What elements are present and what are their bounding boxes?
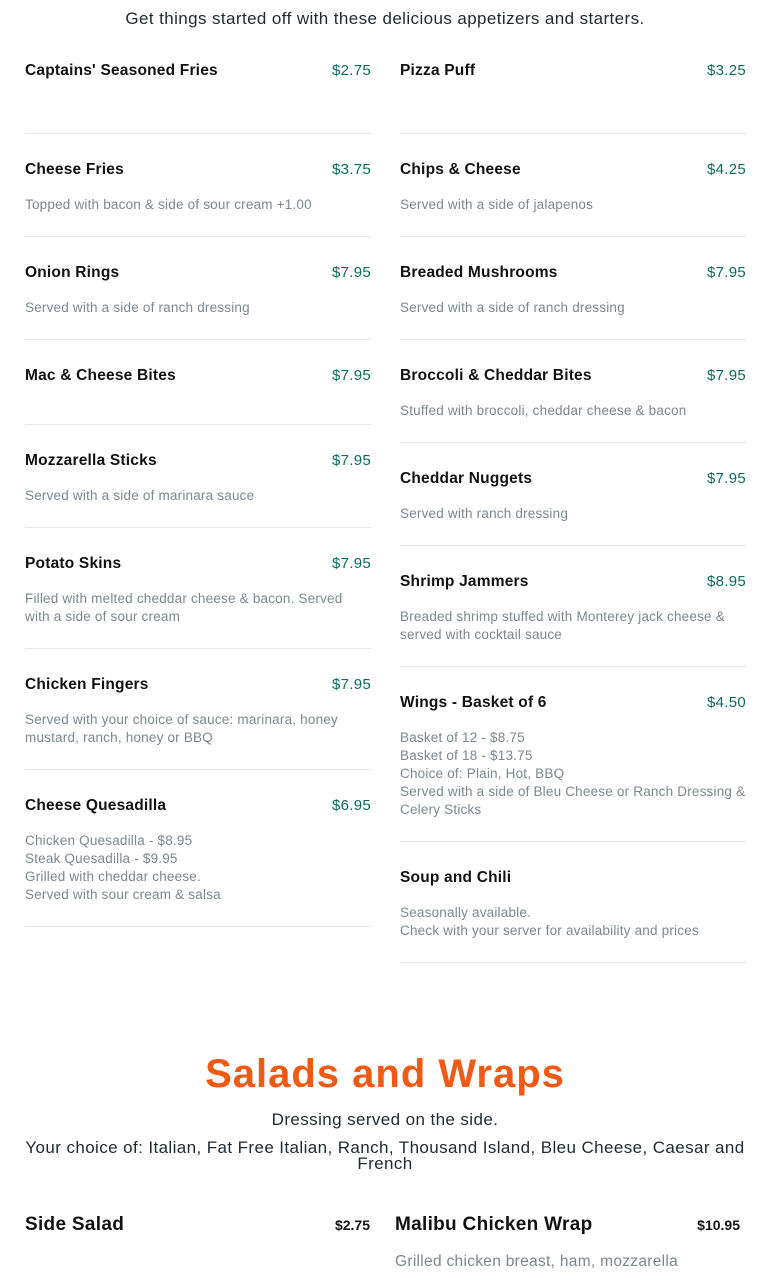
item-price: $8.95 (706, 573, 746, 590)
item-name: Breaded Mushrooms (400, 264, 558, 281)
item-description: Served with ranch dressing (400, 506, 569, 521)
item-price: $7.95 (706, 367, 746, 384)
menu-item (25, 62, 371, 134)
item-name: Side Salad (25, 1214, 125, 1235)
item-description: Served with your choice of sauce: marinara, honey mustard, ranch, honey or BBQ (25, 712, 338, 745)
menu-item (25, 425, 371, 528)
item-description: Topped with bacon & side of sour cream +1.00 (25, 197, 312, 212)
item-name: Soup and Chili (400, 869, 512, 886)
item-price: $7.95 (331, 367, 371, 384)
appetizers-left-column (25, 62, 371, 927)
item-description: Served with a side of ranch dressing (25, 300, 250, 315)
item-name: Cheese Fries (25, 161, 124, 178)
item-name: Cheese Quesadilla (25, 797, 167, 814)
item-name: Mac & Cheese Bites (25, 367, 176, 384)
item-description: Chicken Quesadilla - $8.95 Steak Quesadilla - $9.95 Grilled with cheddar cheese. Served with sour cream & salsa (25, 833, 221, 902)
item-name: Chicken Fingers (25, 676, 149, 693)
item-description: Basket of 12 - $8.75 Basket of 18 - $13.75 Choice of: Plain, Hot, BBQ Served with a side of Bleu Cheese or Ranch Dressing & Celery Sticks (400, 730, 746, 817)
item-description: Stuffed with broccoli, cheddar cheese & bacon (400, 403, 687, 418)
item-description: Breaded shrimp stuffed with Monterey jack cheese & served with cocktail sauce (400, 609, 725, 642)
item-price: $10.95 (697, 1217, 740, 1233)
item-price: $7.95 (331, 555, 371, 572)
menu-item (25, 134, 371, 237)
item-name: Malibu Chicken Wrap (395, 1214, 593, 1235)
item-price: $3.75 (331, 161, 371, 178)
dressing-choices: Your choice of: Italian, Fat Free Italian, Ranch, Thousand Island, Bleu Cheese, Caesar and French (25, 1138, 745, 1173)
item-price: $6.95 (331, 797, 371, 814)
menu-item (400, 340, 746, 443)
item-name: Chips & Cheese (400, 161, 521, 178)
item-name: Broccoli & Cheddar Bites (400, 367, 592, 384)
item-description: Filled with melted cheddar cheese & bacon. Served with a side of sour cream (25, 591, 343, 624)
menu-item (400, 443, 746, 546)
item-description: Grilled chicken breast, ham, mozzarella (395, 1253, 679, 1270)
item-name: Pizza Puff (400, 62, 476, 79)
menu-item (25, 649, 371, 770)
menu-item (25, 1214, 370, 1236)
item-price: $7.95 (331, 264, 371, 281)
menu-item (400, 62, 746, 134)
menu-item (25, 340, 371, 425)
item-name: Mozzarella Sticks (25, 452, 157, 469)
section-subtitle: Dressing served on the side. (271, 1110, 499, 1129)
menu-item (25, 528, 371, 649)
menu-item (400, 546, 746, 667)
item-price: $7.95 (706, 470, 746, 487)
item-description: Seasonally available. Check with your server for availability and prices (400, 905, 699, 938)
item-name: Potato Skins (25, 555, 122, 572)
appetizers-intro: Get things started off with these delicious appetizers and starters. (125, 9, 645, 28)
menu-item (400, 667, 746, 842)
section-title: Salads and Wraps (205, 1052, 565, 1096)
menu-item (400, 237, 746, 340)
menu-item (395, 1214, 740, 1271)
appetizers-right-column (400, 62, 746, 963)
item-description: Served with a side of ranch dressing (400, 300, 625, 315)
item-price: $4.25 (706, 161, 746, 178)
item-name: Wings - Basket of 6 (400, 694, 547, 711)
item-description: Served with a side of jalapenos (400, 197, 594, 212)
item-description: Served with a side of marinara sauce (25, 488, 255, 503)
item-price: $3.25 (706, 62, 746, 79)
item-price: $7.95 (331, 452, 371, 469)
item-price: $7.95 (331, 676, 371, 693)
item-price: $2.75 (331, 62, 371, 79)
menu-item (25, 237, 371, 340)
item-name: Onion Rings (25, 264, 120, 281)
item-name: Cheddar Nuggets (400, 470, 533, 487)
menu-item (25, 770, 371, 927)
item-price: $7.95 (706, 264, 746, 281)
item-name: Shrimp Jammers (400, 573, 529, 590)
item-price: $4.50 (706, 694, 746, 711)
item-name: Captains' Seasoned Fries (25, 62, 218, 79)
item-price: $2.75 (334, 1217, 370, 1233)
menu-item (400, 134, 746, 237)
menu-item (400, 842, 746, 963)
